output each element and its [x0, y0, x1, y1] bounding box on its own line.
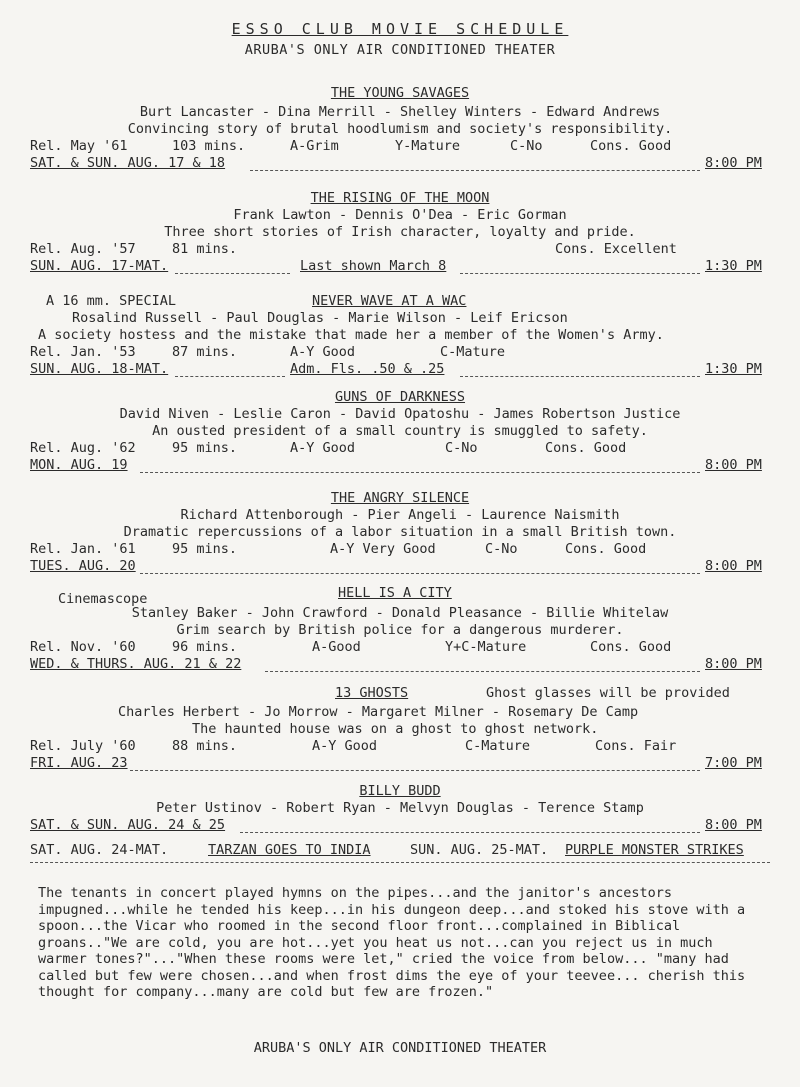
movie-date: SAT. & SUN. AUG. 24 & 25 [30, 817, 226, 833]
movie-rating-child: C-No [510, 138, 543, 154]
movie-rating-youth: Y+C-Mature [445, 639, 527, 655]
matinee-sat-title: TARZAN GOES TO INDIA [208, 842, 371, 858]
movie-release: Rel. May '61 [30, 138, 128, 154]
divider [140, 573, 700, 574]
page-subtitle: ARUBA'S ONLY AIR CONDITIONED THEATER [244, 42, 556, 58]
movie-release: Rel. Nov. '60 [30, 639, 136, 655]
divider [265, 671, 700, 672]
movie-cast: David Niven - Leslie Caron - David Opatoshu - James Robertson Justice [119, 406, 681, 422]
movie-title: GUNS OF DARKNESS [334, 389, 466, 405]
movie-note: Adm. Fls. .50 & .25 [290, 361, 445, 377]
footer-text: ARUBA'S ONLY AIR CONDITIONED THEATER [253, 1040, 547, 1056]
movie-date: TUES. AUG. 20 [30, 558, 136, 574]
movie-consensus: Cons. Good [565, 541, 647, 557]
divider [140, 472, 700, 473]
movie-runtime: 95 mins. [172, 440, 238, 456]
movie-prefix: A 16 mm. SPECIAL [46, 293, 177, 309]
movie-cast: Rosalind Russell - Paul Douglas - Marie Wilson - Leif Ericson [72, 310, 568, 326]
movie-description: A society hostess and the mistake that made her a member of the Women's Army. [38, 327, 664, 343]
movie-rating-adult: A-Y Very Good [330, 541, 436, 557]
movie-date: FRI. AUG. 23 [30, 755, 128, 771]
divider [175, 376, 285, 377]
movie-time: 8:00 PM [705, 558, 762, 574]
movie-side-note: Ghost glasses will be provided [486, 685, 730, 701]
movie-time: 8:00 PM [705, 457, 762, 473]
movie-description: Three short stories of Irish character, loyalty and pride. [164, 224, 636, 240]
movie-title: HELL IS A CITY [338, 585, 452, 601]
movie-cast: Richard Attenborough - Pier Angeli - Laurence Naismith [180, 507, 620, 523]
movie-release: Rel. Jan. '61 [30, 541, 136, 557]
movie-description: Grim search by British police for a dangerous murderer. [176, 622, 624, 638]
movie-rating-child: C-Mature [440, 344, 506, 360]
movie-consensus: Cons. Good [590, 138, 672, 154]
matinee-sun-title: PURPLE MONSTER STRIKES [565, 842, 744, 858]
divider [30, 862, 770, 863]
divider [460, 273, 700, 274]
movie-cast: Frank Lawton - Dennis O'Dea - Eric Gorman [233, 207, 567, 223]
movie-release: Rel. Aug. '57 [30, 241, 136, 257]
movie-runtime: 81 mins. [172, 241, 238, 257]
movie-title: THE RISING OF THE MOON [310, 190, 490, 206]
movie-note: Last shown March 8 [300, 258, 447, 274]
movie-time: 1:30 PM [705, 258, 762, 274]
movie-runtime: 96 mins. [172, 639, 238, 655]
page-title: ESSO CLUB MOVIE SCHEDULE [231, 20, 569, 38]
movie-date: SUN. AUG. 18-MAT. [30, 361, 169, 377]
divider [460, 376, 700, 377]
movie-rating-youth: Y-Mature [395, 138, 461, 154]
movie-consensus: Cons. Excellent [555, 241, 677, 257]
movie-description: An ousted president of a small country is smuggled to safety. [152, 423, 648, 439]
movie-rating-adult: A-Y Good [312, 738, 378, 754]
movie-runtime: 87 mins. [172, 344, 238, 360]
movie-cast: Stanley Baker - John Crawford - Donald Pleasance - Billie Whitelaw [131, 605, 669, 621]
movie-rating-child: C-No [445, 440, 478, 456]
movie-title: THE ANGRY SILENCE [330, 490, 470, 506]
movie-consensus: Cons. Good [545, 440, 627, 456]
movie-runtime: 95 mins. [172, 541, 238, 557]
movie-time: 8:00 PM [705, 817, 762, 833]
divider [250, 170, 700, 171]
movie-cast: Burt Lancaster - Dina Merrill - Shelley Winters - Edward Andrews [139, 104, 661, 120]
matinee-sun-date: SUN. AUG. 25-MAT. [410, 842, 549, 858]
movie-rating-child: C-Mature [465, 738, 531, 754]
movie-title: NEVER WAVE AT A WAC [312, 293, 467, 309]
movie-prefix: Cinemascope [58, 591, 148, 607]
movie-description: The haunted house was on a ghost to ghost network. [192, 721, 599, 737]
movie-rating-adult: A-Good [312, 639, 361, 655]
movie-time: 8:00 PM [705, 656, 762, 672]
movie-release: Rel. Jan. '53 [30, 344, 136, 360]
movie-consensus: Cons. Fair [595, 738, 677, 754]
movie-rating-adult: A-Y Good [290, 440, 356, 456]
movie-time: 8:00 PM [705, 155, 762, 171]
movie-title: 13 GHOSTS [335, 685, 409, 701]
matinee-sat-date: SAT. AUG. 24-MAT. [30, 842, 169, 858]
movie-date: MON. AUG. 19 [30, 457, 128, 473]
movie-cast: Peter Ustinov - Robert Ryan - Melvyn Douglas - Terence Stamp [156, 800, 644, 816]
movie-time: 1:30 PM [705, 361, 762, 377]
movie-description: Convincing story of brutal hoodlumism and society's responsibility. [127, 121, 673, 137]
movie-date: SUN. AUG. 17-MAT. [30, 258, 169, 274]
movie-rating-child: C-No [485, 541, 518, 557]
movie-time: 7:00 PM [705, 755, 762, 771]
movie-date: SAT. & SUN. AUG. 17 & 18 [30, 155, 226, 171]
movie-runtime: 88 mins. [172, 738, 238, 754]
movie-rating-adult: A-Y Good [290, 344, 356, 360]
movie-release: Rel. July '60 [30, 738, 136, 754]
movie-cast: Charles Herbert - Jo Morrow - Margaret Milner - Rosemary De Camp [118, 704, 639, 720]
closing-paragraph: The tenants in concert played hymns on the pipes...and the janitor's ancestors impugned...while he tended his keep...in his dungeon deep...and stoked his stove with a spoon...the Vicar who roomed in the second floor front...complained in Biblical groans.."We are cold, you are hot...yet you heat us not...can you reject us in much warmer tones?"..."When these rooms were let," cried the voice from below... "many had called but few were chosen...and when frost dims the eye of your teevee... cherish this thought for company...many are cold but few are frozen." [38, 885, 746, 1000]
divider [175, 273, 290, 274]
divider [240, 832, 700, 833]
movie-title: THE YOUNG SAVAGES [330, 85, 470, 101]
movie-title: BILLY BUDD [359, 783, 441, 799]
movie-date: WED. & THURS. AUG. 21 & 22 [30, 656, 242, 672]
movie-description: Dramatic repercussions of a labor situation in a small British town. [123, 524, 677, 540]
movie-rating-adult: A-Grim [290, 138, 339, 154]
divider [130, 770, 700, 771]
movie-release: Rel. Aug. '62 [30, 440, 136, 456]
movie-runtime: 103 mins. [172, 138, 246, 154]
movie-consensus: Cons. Good [590, 639, 672, 655]
